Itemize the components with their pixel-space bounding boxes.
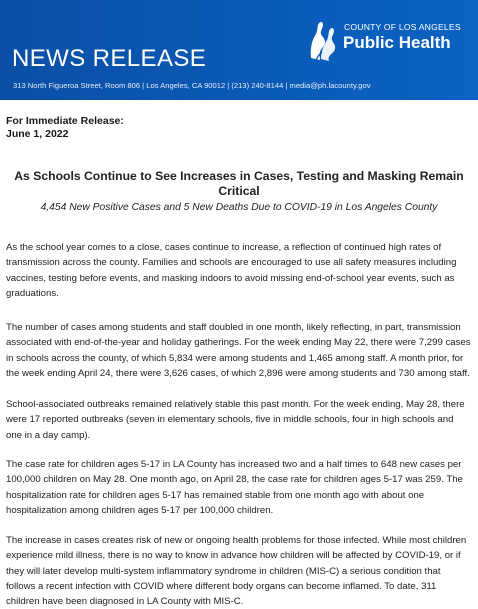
paragraph-outbreaks: School-associated outbreaks remained relatively stable this past month. For the week ending, May 28, there were 17 reported outbreaks (seven in elementary schools, five in middle schools, four in high schools and one in a day camp).	[6, 399, 465, 441]
logo-county-text: COUNTY OF LOS ANGELES	[344, 22, 461, 32]
release-date: June 1, 2022	[6, 128, 69, 140]
release-info	[6, 115, 124, 141]
profiles-logo-icon	[308, 18, 338, 62]
news-release-banner	[0, 0, 478, 100]
subheadline: 4,454 New Positive Cases and 5 New Deaths Due to COVID-19 in Los Angeles County	[40, 202, 438, 213]
paragraph-student-staff-cases: The number of cases among students and staff doubled in one month, likely reflecting, in part, transmission associated with end-of-the-year and holiday gatherings. For the week ending May 22, there were 7,299 cases in schools across the county, of which 5,834 were among students and 1,465 among staff. A month prior, for the week ending April 24, there were 3,626 cases, of which 2,896 were among students and 730 among staff.	[6, 322, 471, 379]
banner-contact-info: 313 North Figueroa Street, Room 806 | Los Angeles, CA 90012 | (213) 240-8144 | media@ph.lacounty.gov	[13, 81, 371, 90]
release-label: For Immediate Release:	[6, 115, 124, 127]
banner-title: NEWS RELEASE	[12, 45, 207, 72]
paragraph-school-year: As the school year comes to a close, cases continue to increase, a reflection of continued high rates of transmission across the county. Families and schools are encouraged to use all safety measures including vaccines, testing before events, and masking indoors to avoid missing end-of-school year events, such as graduations.	[6, 242, 457, 299]
paragraph-case-rate: The case rate for children ages 5-17 in LA County has increased two and a half times to 648 new cases per 100,000 children on May 28. One month ago, on April 28, the case rate for children ages 5-17 was 259. The hospitalization rate for children ages 5-17 has remained stable from one month ago with about one hospitalization among children ages 5-17 per 100,000 children.	[6, 459, 463, 516]
logo-public-health-text: Public Health	[343, 33, 451, 52]
public-health-logo	[308, 18, 468, 64]
paragraph-mis-c: The increase in cases creates risk of new or ongoing health problems for those infected. While most children experience mild illness, there is no way to know in advance how children will be affected by COVID-19, or if they will later develop multi-system inflammatory syndrome in children (MIS-C) a serious condition that follows a recent infection with COVID where different body organs can become inflamed. To date, 311 children have been diagnosed in LA County with MIS-C.	[6, 535, 467, 608]
headline: As Schools Continue to See Increases in Cases, Testing and Masking Remain Critical	[14, 169, 464, 198]
